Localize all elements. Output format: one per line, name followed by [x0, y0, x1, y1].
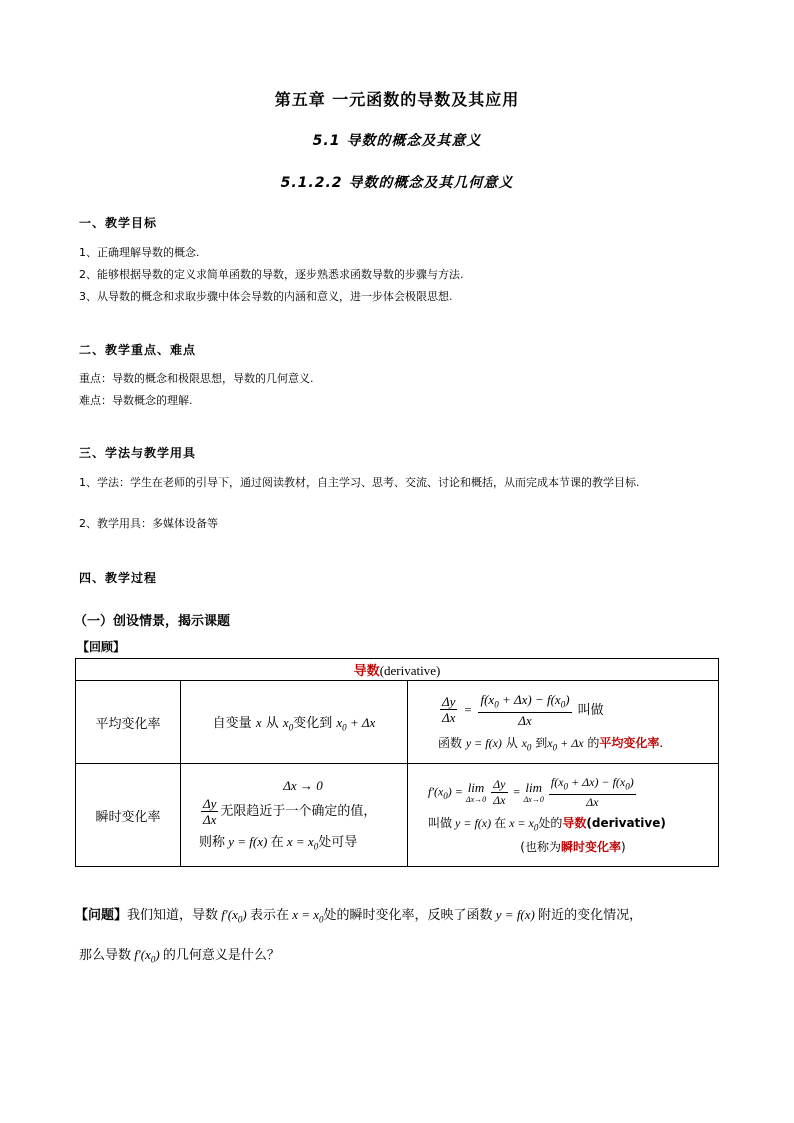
goal-item-2: 2、能够根据导数的定义求简单函数的导数，逐步熟悉求函数导数的步骤与方法.: [79, 268, 464, 281]
method-item-1: 1、学法：学生在老师的引导下，通过阅读教材，自主学习、思考、交流、讨论和概括，从而完成本节课的教学目标.: [79, 476, 640, 489]
subsection-title: 5.1.2.2 导数的概念及其几何意义: [280, 175, 514, 191]
row1-middle: 自变量 x 从 $x_0$变化到 $x_0 + \Delta x$: [181, 681, 408, 764]
goal-item-3: 3、从导数的概念和求取步骤中体会导数的内涵和意义，进一步体会极限思想.: [79, 290, 453, 303]
question-line-1: 【问题】我们知道，导数 $f'(x_0)$ 表示在 $x = x_0$处的瞬时变化率，反映了函数 y = f(x) 附近的变化情况，: [75, 907, 643, 925]
table-header: 导数(derivative): [76, 659, 719, 681]
question-line-2: 那么导数 $f'(x_0)$ 的几何意义是什么？: [79, 947, 280, 965]
row1-right: $\frac{\Delta y}{\Delta x}$ = $\frac{f(x_0 + \Delta x) - f(x_0)}{\Delta x}$ 叫做 函数 y = f(x) 从 $x_0$ 到$x_0 + \Delta x$ 的平均变化率.: [408, 681, 719, 764]
row2-right: $f'(x_0) = \lim$ Δx→0 $\frac{\Delta y}{\Delta x}$ = lim Δx→0 $\frac{f(x_0 + \Delta x) - f(x_0)}{\Delta x}$ 叫做 y = f(x) 在 $x = x_0$处的导数(derivative) (也称为瞬时变化率): [408, 764, 719, 867]
process-heading: 四、教学过程: [79, 571, 158, 585]
goals-heading: 一、教学目标: [79, 216, 158, 230]
row1-label: 平均变化率: [76, 681, 181, 764]
keypoint-item-2: 难点：导数概念的理解.: [79, 394, 193, 407]
method-item-2: 2、教学用具：多媒体设备等: [79, 517, 218, 530]
review-label: 【回顾】: [77, 640, 126, 654]
methods-heading: 三、学法与教学用具: [79, 446, 197, 460]
section-title: 5.1 导数的概念及其意义: [312, 133, 482, 149]
goal-item-1: 1、正确理解导数的概念.: [79, 246, 200, 259]
keypoints-heading: 二、教学重点、难点: [79, 343, 197, 357]
row2-middle: Δx → 0 $\frac{\Delta y}{\Delta x}$ 无限趋近于一个确定的值， 则称 y = f(x) 在 $x = x_0$处可导: [181, 764, 408, 867]
chapter-title: 第五章 一元函数的导数及其应用: [274, 90, 520, 109]
keypoint-item-1: 重点：导数的概念和极限思想，导数的几何意义.: [79, 372, 314, 385]
derivative-table: [75, 658, 719, 867]
row2-label: 瞬时变化率: [76, 764, 181, 867]
process-subheading: （一）创设情景，揭示课题: [74, 614, 231, 629]
